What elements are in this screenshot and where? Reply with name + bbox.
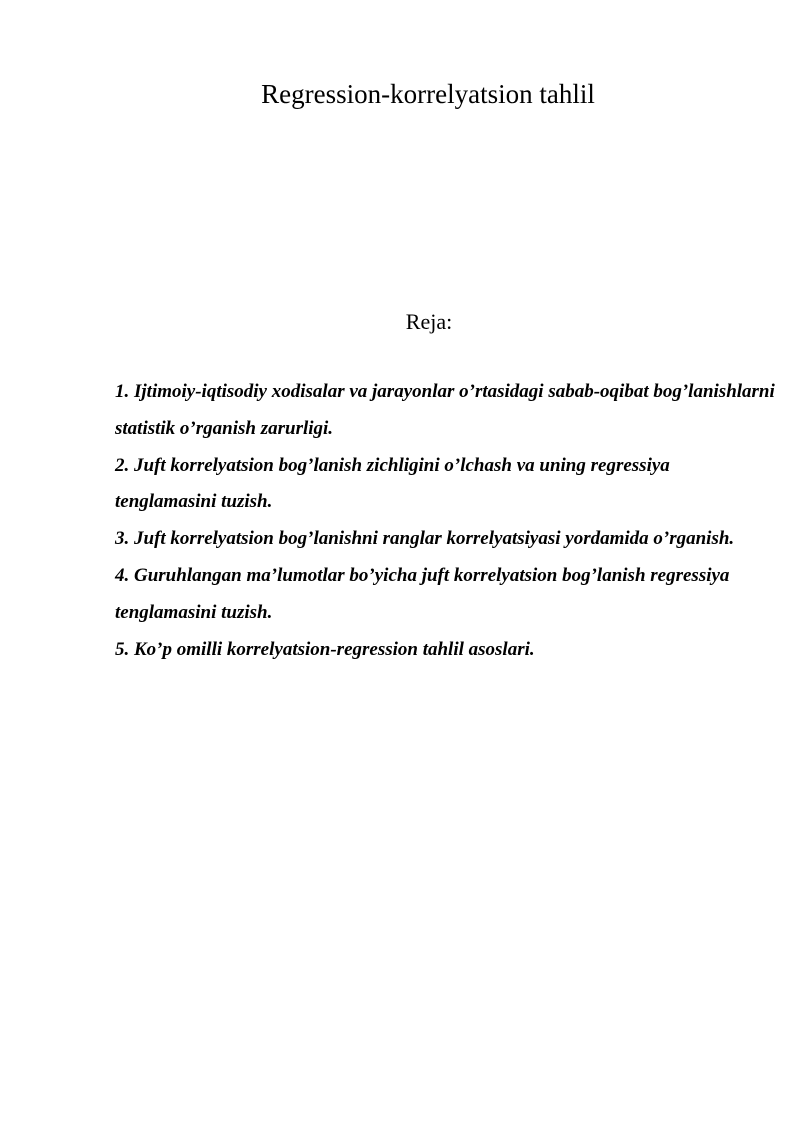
plan-item-5: 5. Ko’p omilli korrelyatsion-regression tahlil asoslari. [115, 638, 535, 660]
plan-item-1: 1. Ijtimoiy-iqtisodiy xodisalar va jarayonlar o’rtasidagi sabab-oqibat bog’lanishlarni statistik o’rganish zarurligi. [115, 381, 775, 439]
plan-item-3: 3. Juft korrelyatsion bog’lanishni ranglar korrelyatsiyasi yordamida o’rganish. [115, 528, 735, 550]
plan-item-2: 2. Juft korrelyatsion bog’lanish zichligini o’lchash va uning regressiya tenglamasini tuzish. [115, 454, 670, 513]
plan-list [115, 374, 775, 668]
plan-item-4: 4. Guruhlangan ma’lumotlar bo’yicha juft korrelyatsion bog’lanish regressiya tenglamasini tuzish. [115, 564, 730, 623]
document-title: Regression-korrelyatsion tahlil [261, 79, 595, 109]
plan-heading: Reja: [405, 309, 453, 334]
